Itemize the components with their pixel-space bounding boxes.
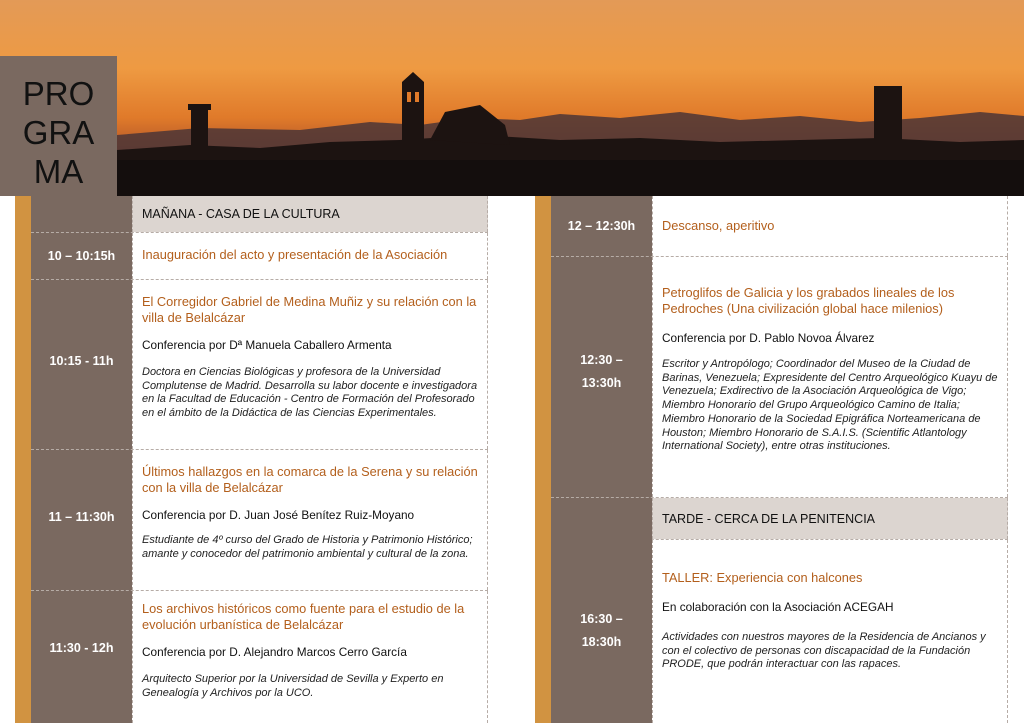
schedule-row	[31, 233, 488, 280]
programa-title-box	[0, 56, 117, 196]
section-label-afternoon: TARDE - CERCA DE LA PENITENCIA	[662, 511, 876, 526]
gold-accent-bar	[15, 196, 31, 723]
speaker-name: Conferencia por Dª Manuela Caballero Armenta	[142, 338, 392, 352]
schedule-row	[31, 280, 488, 450]
section-row-afternoon	[551, 498, 1008, 540]
section-time-spacer	[551, 498, 652, 540]
talk-title: Los archivos históricos como fuente para el estudio de la evolución urbanística de Belalcázar	[142, 601, 465, 632]
section-label-morning: MAÑANA - CASA DE LA CULTURA	[142, 207, 340, 221]
speaker-bio: Doctora en Ciencias Biológicas y profesora de la Universidad Complutense de Madrid. Desarrolla su labor docente e investigadora en la Facultad de Educación - Centro de Formación del Profesorado en el ámbito de la Didáctica de las Ciencias Experimentales.	[142, 366, 478, 420]
sunset-banner	[0, 0, 1024, 196]
time-slot: 10 – 10:15h	[47, 249, 116, 263]
schedule-right-column	[535, 196, 1009, 723]
talk-title: Petroglifos de Galicia y los grabados lineales de los Pedroches (Una civilización global hace milenios)	[662, 285, 955, 316]
schedule-row	[551, 196, 1008, 257]
talk-title: El Corregidor Gabriel de Medina Muñiz y su relación con la villa de Belalcázar	[142, 294, 477, 325]
talk-title: Inauguración del acto y presentación de la Asociación	[142, 247, 448, 262]
time-slot: 10:15 - 11h	[49, 354, 114, 368]
speaker-bio: Arquitecto Superior por la Universidad de Sevilla y Experto en Genealogía y Archivos por la UCO.	[142, 673, 444, 699]
sunset-silhouette-image	[0, 0, 1024, 196]
time-slot: 11:30 - 12h	[49, 641, 114, 655]
time-slot: 16:30 – 18:30h	[580, 612, 623, 649]
talk-title: TALLER: Experiencia con halcones	[662, 570, 863, 585]
page-title: PRO GRA MA	[22, 75, 95, 190]
time-slot: 12 – 12:30h	[567, 219, 636, 233]
speaker-bio: Escritor y Antropólogo; Coordinador del Museo de la Ciudad de Barinas, Venezuela; Expresidente del Centro Arqueológico Kuayu de Venezuela; Exdirectivo de la Asociación Arqueológica de Vigo; Miembro Honorario del Grupo Arqueológico Camino de Italia; Miembro Honorario de la Sociedad Epigráfica Norteamericana de Houston; Miembro Honorario de S.A.I.S. (Scientific Atlantology International Society), entre otras instituciones.	[662, 358, 998, 453]
schedule-row	[551, 257, 1008, 498]
gold-accent-bar	[535, 196, 551, 723]
speaker-bio: Estudiante de 4º curso del Grado de Historia y Patrimonio Histórico; amante y conocedor del patrimonio ambiental y cultural de la zona.	[142, 534, 473, 560]
schedule-row	[31, 450, 488, 591]
speaker-name: Conferencia por D. Alejandro Marcos Cerro García	[142, 645, 407, 659]
time-slot: 12:30 – 13:30h	[580, 353, 623, 390]
schedule-left-column	[15, 196, 489, 723]
schedule-row	[551, 540, 1008, 723]
speaker-name: En colaboración con la Asociación ACEGAH	[662, 600, 894, 614]
talk-title: Últimos hallazgos en la comarca de la Serena y su relación con la villa de Belalcázar	[142, 464, 478, 495]
speaker-bio: Actividades con nuestros mayores de la Residencia de Ancianos y con el colectivo de personas con discapacidad de la Fundación PRODE, que podrán interactuar con las rapaces.	[662, 631, 986, 671]
speaker-name: Conferencia por D. Juan José Benítez Ruiz-Moyano	[142, 508, 415, 522]
section-row-morning	[31, 196, 488, 233]
speaker-name: Conferencia por D. Pablo Novoa Álvarez	[662, 331, 875, 345]
time-slot: 11 – 11:30h	[48, 510, 115, 524]
talk-title: Descanso, aperitivo	[662, 218, 775, 233]
schedule-row	[31, 591, 488, 723]
